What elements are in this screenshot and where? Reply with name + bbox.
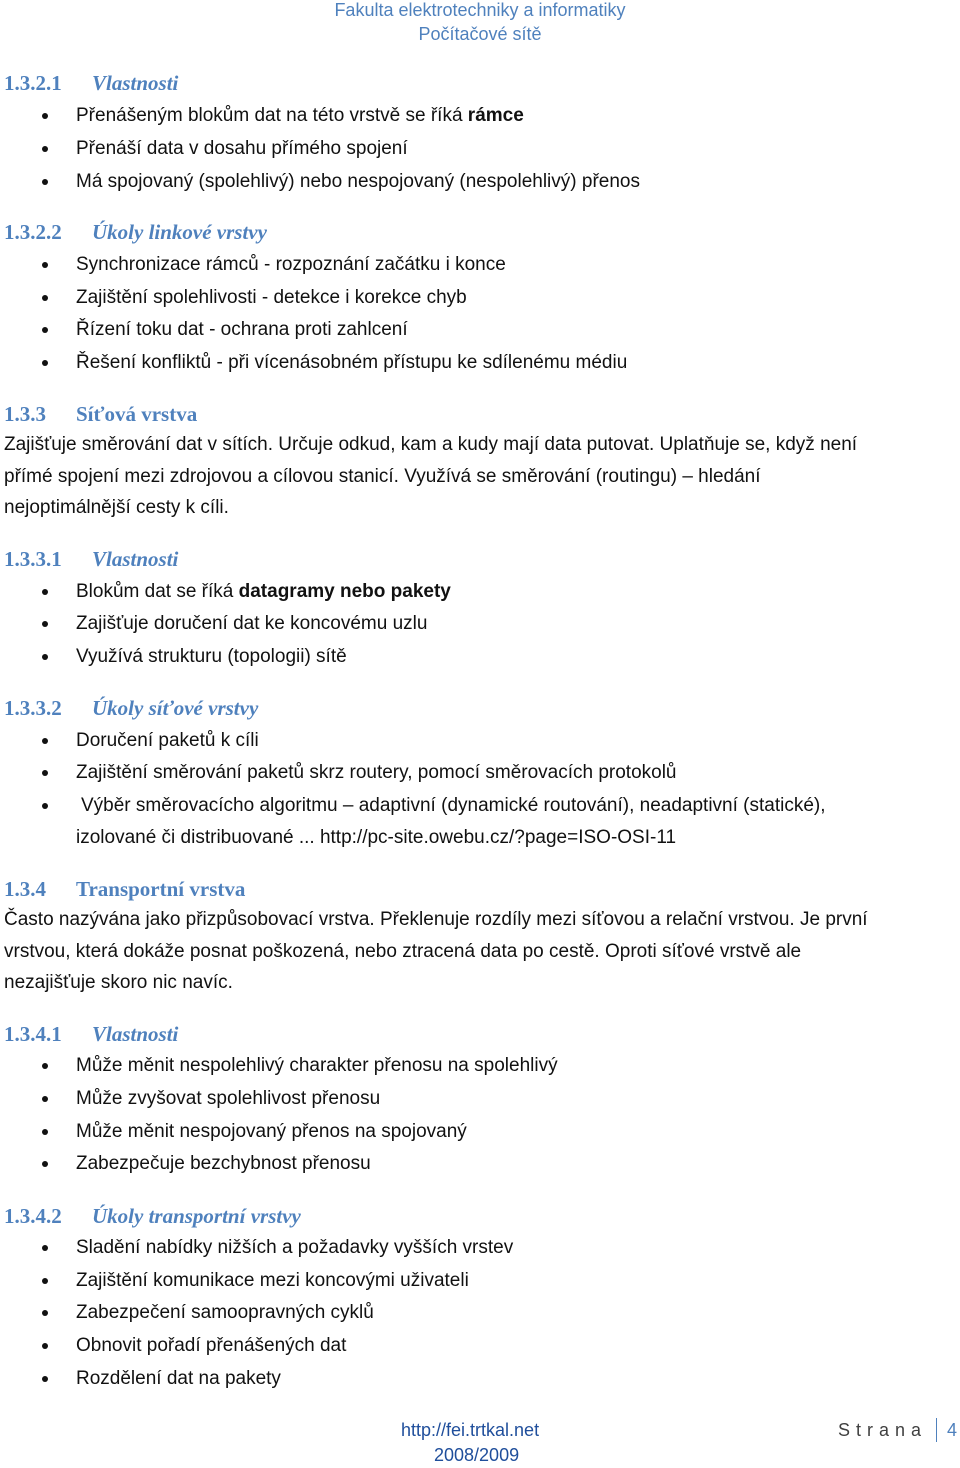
- heading-title: Vlastnosti: [92, 71, 179, 95]
- list-item: Zabezpečení samoopravných cyklů: [76, 1302, 374, 1323]
- list-item: Obnovit pořadí přenášených dat: [76, 1335, 347, 1356]
- list-item-text: Blokům dat se říká: [76, 581, 239, 602]
- list-item-continuation: izolované či distribuované ... http://pc-site.owebu.cz/?page=ISO-OSI-11: [76, 827, 677, 848]
- list-item: Může zvyšovat spolehlivost přenosu: [76, 1088, 381, 1109]
- list-item: Přenáší data v dosahu přímého spojení: [76, 138, 408, 159]
- list-item: Řízení toku dat - ochrana proti zahlcení: [76, 319, 408, 340]
- footer-page-label: Strana: [838, 1420, 928, 1440]
- footer-page-number: 4: [947, 1420, 958, 1440]
- heading-title: Síťová vrstva: [76, 402, 198, 426]
- footer-divider: [936, 1418, 937, 1442]
- heading-number: 1.3.4: [4, 877, 46, 901]
- list-item: Řešení konfliktů - při vícenásobném přístupu ke sdílenému médiu: [76, 352, 628, 373]
- footer-year: 2008/2009: [434, 1445, 520, 1465]
- header-subject: Počítačové sítě: [418, 24, 542, 44]
- heading-title: Vlastnosti: [92, 1022, 179, 1046]
- heading-1-3-2-2: [4, 219, 267, 245]
- list-item: Zajištění spolehlivosti - detekce i korekce chyb: [76, 287, 467, 308]
- paragraph-line: Často nazývána jako přizpůsobovací vrstva. Překlenuje rozdíly mezi síťovou a relační vrstvou. Je první: [4, 909, 868, 930]
- paragraph-line: Zajišťuje směrování dat v sítích. Určuje odkud, kam a kudy mají data putovat. Uplatňuje se, když není: [4, 434, 858, 455]
- heading-number: 1.3.3.1: [4, 547, 62, 571]
- list-item: Synchronizace rámců - rozpoznání začátku i konce: [76, 254, 506, 275]
- list-item: Výběr směrovacícho algoritmu – adaptivní (dynamické routování), neadaptivní (statické),: [81, 795, 826, 816]
- heading-1-3-4-2: [4, 1203, 301, 1229]
- heading-title: Transportní vrstva: [76, 877, 246, 901]
- heading-title: Úkoly transportní vrstvy: [92, 1204, 301, 1228]
- heading-1-3-4: [4, 876, 245, 902]
- heading-1-3-4-1: [4, 1021, 178, 1047]
- list-item: Zajišťuje doručení dat ke koncovému uzlu: [76, 613, 428, 634]
- paragraph-line: nejoptimálnější cesty k cíli.: [4, 497, 229, 518]
- list-item: Využívá strukturu (topologii) sítě: [76, 646, 347, 667]
- heading-number: 1.3.3.2: [4, 696, 62, 720]
- list-item: Může měnit nespojovaný přenos na spojovaný: [76, 1121, 467, 1142]
- list-item: Zabezpečuje bezchybnost přenosu: [76, 1153, 371, 1174]
- list-item: Sladění nabídky nižších a požadavky vyšších vrstev: [76, 1237, 514, 1258]
- bold-term: rámce: [467, 105, 524, 126]
- list-item: Rozdělení dat na pakety: [76, 1368, 281, 1389]
- list-item: Může měnit nespolehlivý charakter přenosu na spolehlivý: [76, 1055, 558, 1076]
- heading-number: 1.3.2.2: [4, 220, 62, 244]
- heading-number: 1.3.2.1: [4, 71, 62, 95]
- heading-1-3-3: [4, 401, 197, 427]
- list-item: Zajištění směrování paketů skrz routery, pomocí směrovacích protokolů: [76, 762, 677, 783]
- list-item: Zajištění komunikace mezi koncovými uživateli: [76, 1270, 469, 1291]
- heading-number: 1.3.3: [4, 402, 46, 426]
- paragraph-line: vrstvou, která dokáže posnat poškozená, nebo ztracená data po cestě. Oproti síťové vrstvě ale: [4, 940, 802, 962]
- header-faculty: Fakulta elektrotechniky a informatiky: [334, 0, 626, 20]
- heading-1-3-3-1: [4, 546, 178, 572]
- list-item: [76, 579, 451, 604]
- list-item-text: Přenášeným blokům dat na této vrstvě se říká: [76, 105, 468, 126]
- paragraph-network-layer: [4, 429, 954, 524]
- heading-title: Úkoly síťové vrstvy: [92, 696, 259, 720]
- heading-title: Úkoly linkové vrstvy: [92, 220, 267, 244]
- list-item: Doručení paketů k cíli: [76, 730, 259, 751]
- paragraph-transport-layer: [4, 904, 954, 999]
- footer-url: http://fei.trtkal.net: [401, 1420, 540, 1440]
- heading-number: 1.3.4.2: [4, 1204, 62, 1228]
- paragraph-line: přímé spojení mezi zdrojovou a cílovou stanicí. Využívá se směrování (routingu) – hledání: [4, 465, 761, 487]
- list-item: Má spojovaný (spolehlivý) nebo nespojovaný (nespolehlivý) přenos: [76, 171, 640, 192]
- heading-number: 1.3.4.1: [4, 1022, 62, 1046]
- heading-1-3-3-2: [4, 695, 258, 721]
- paragraph-line: nezajišťuje skoro nic navíc.: [4, 972, 233, 993]
- heading-1-3-2-1: [4, 70, 178, 96]
- heading-title: Vlastnosti: [92, 547, 179, 571]
- bold-term: datagramy nebo pakety: [238, 581, 451, 602]
- list-item: [76, 103, 524, 128]
